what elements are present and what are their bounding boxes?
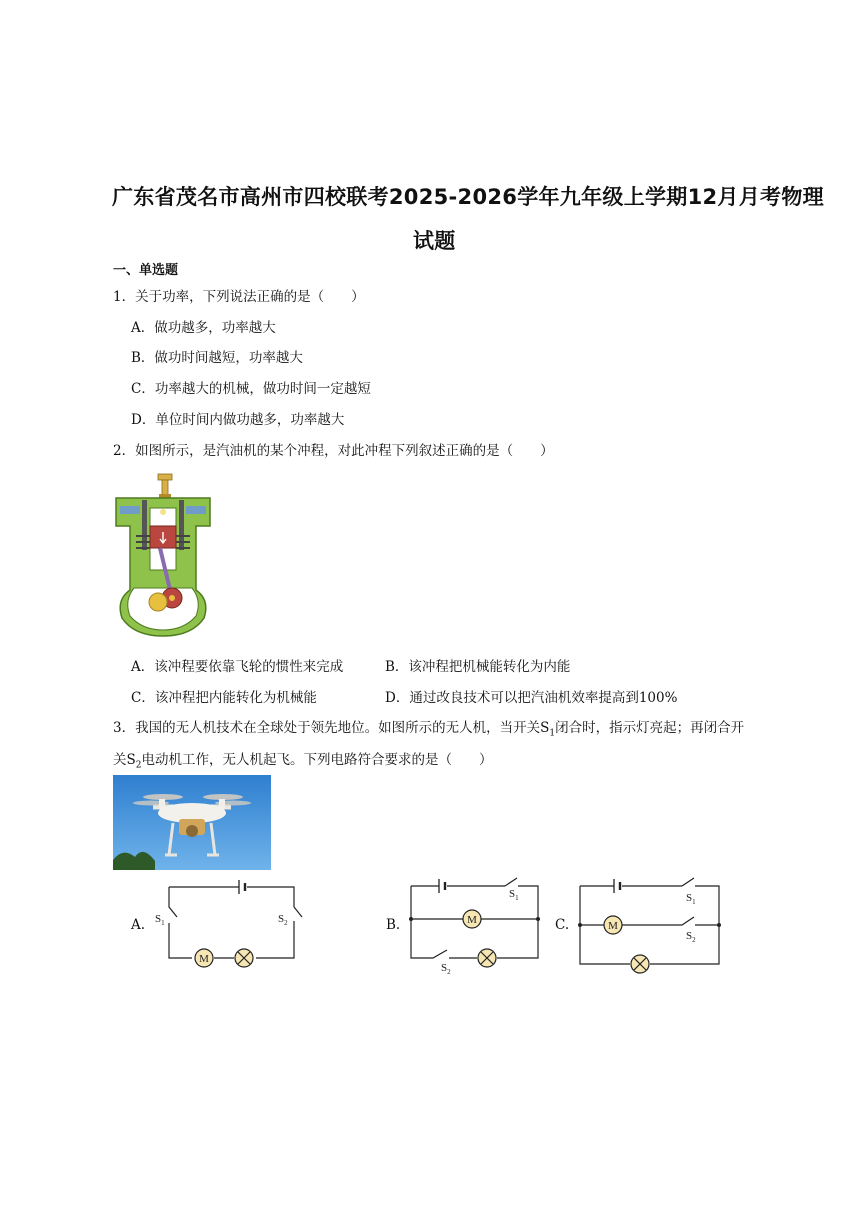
circuit-c	[574, 872, 724, 982]
q2-option-b: B．该冲程把机械能转化为内能	[385, 659, 571, 675]
motor-label: M	[608, 920, 618, 932]
q3-option-c-label: C.	[555, 917, 570, 933]
switch-s2-label: $S_2$	[278, 913, 288, 927]
q1-option-a: A．做功越多，功率越大	[131, 320, 276, 336]
switch-s1-label: $S_1$	[686, 892, 696, 906]
question-2-stem: 2．如图所示，是汽油机的某个冲程，对此冲程下列叙述正确的是（ ）	[113, 443, 554, 459]
q2-option-d: D．通过改良技术可以把汽油机效率提高到100%	[385, 690, 678, 706]
switch-s1-label: $S_1$	[155, 913, 165, 927]
drone-photo	[113, 775, 271, 870]
page-title: 广东省茂名市高州市四校联考2025-2026学年九年级上学期12月月考物理	[112, 185, 824, 209]
q3-option-b-label: B.	[386, 917, 401, 933]
question-3-stem-line1: 3．我国的无人机技术在全球处于领先地位。如图所示的无人机，当开关$S_1$闭合时，指示灯亮起；再闭合开	[113, 720, 745, 739]
switch-s1-label: $S_1$	[509, 888, 519, 902]
q1-option-d: D．单位时间内做功越多，功率越大	[131, 412, 345, 428]
question-3-stem-line2: 关$S_2$电动机工作，无人机起飞。下列电路符合要求的是（ ）	[113, 752, 493, 771]
switch-s2-label: $S_2$	[686, 930, 696, 944]
q3-option-a-label: A.	[131, 917, 146, 933]
circuit-a	[150, 875, 305, 970]
motor-label: M	[199, 953, 209, 965]
page-title-line2: 试题	[413, 229, 456, 253]
q1-option-c: C．功率越大的机械，做功时间一定越短	[131, 381, 371, 397]
section-heading: 一、单选题	[113, 263, 179, 278]
q1-option-b: B．做功时间越短，功率越大	[131, 350, 303, 366]
circuit-b	[405, 872, 545, 977]
question-1-stem: 1．关于功率，下列说法正确的是（ ）	[113, 289, 365, 305]
q2-option-c: C．该冲程把内能转化为机械能	[131, 690, 317, 706]
switch-s2-label: $S_2$	[441, 962, 451, 976]
q2-option-a: A．该冲程要依靠飞轮的惯性来完成	[131, 659, 344, 675]
motor-label: M	[467, 914, 477, 926]
engine-diagram	[112, 470, 214, 640]
